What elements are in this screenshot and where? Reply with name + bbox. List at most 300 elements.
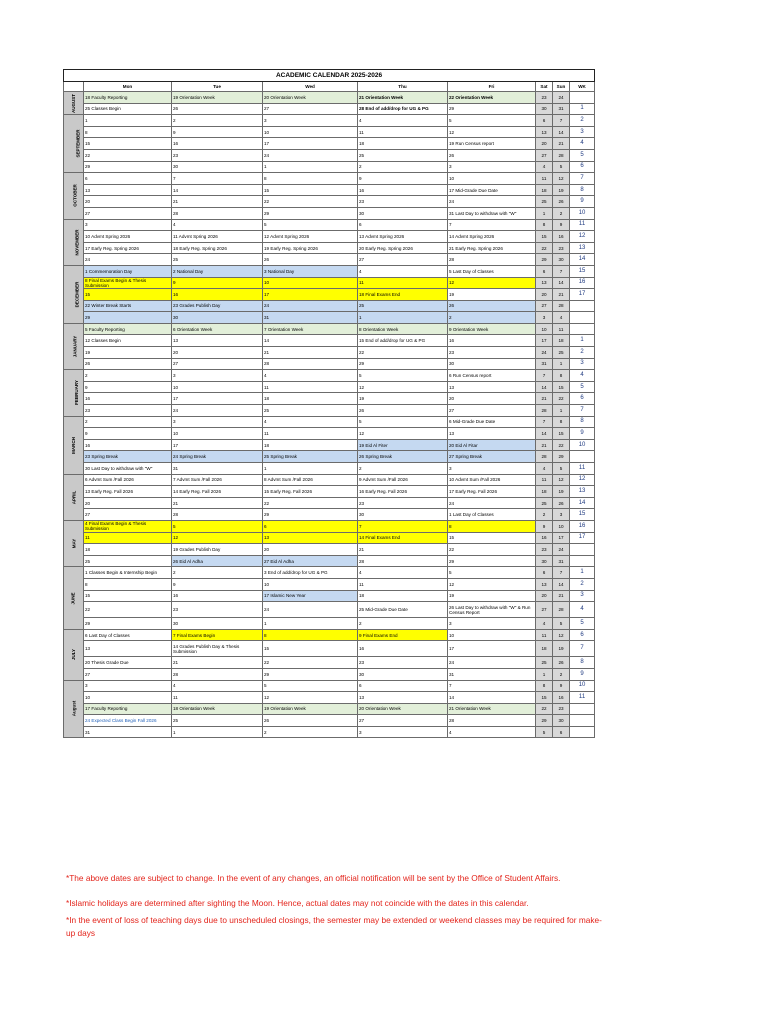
week-number: 7 bbox=[570, 405, 595, 417]
day-cell: 17 bbox=[263, 289, 358, 301]
day-cell: 22 bbox=[263, 657, 358, 669]
day-cell: 2 National Day bbox=[172, 265, 263, 277]
day-cell: 16 bbox=[84, 439, 172, 451]
day-cell: 21 bbox=[172, 196, 263, 208]
week-number: 4 bbox=[570, 602, 595, 618]
day-cell: 23 Grades Publish Day bbox=[172, 300, 263, 312]
day-cell: 4 bbox=[358, 115, 448, 127]
day-cell: 4 bbox=[263, 416, 358, 428]
day-cell: 23 bbox=[172, 602, 263, 618]
day-cell: 19 bbox=[358, 393, 448, 405]
day-cell: 14 Early Reg. Fall 2026 bbox=[172, 486, 263, 498]
weekend-day-cell: 9 bbox=[536, 520, 553, 532]
day-cell: 2 bbox=[172, 115, 263, 127]
day-cell: 15 End of add/drop for UG & PG bbox=[358, 335, 448, 347]
day-cell: 20 bbox=[84, 196, 172, 208]
day-cell: 21 bbox=[263, 347, 358, 359]
weekend-day-cell: 18 bbox=[536, 486, 553, 498]
weekend-day-cell: 26 bbox=[553, 657, 570, 669]
weekend-day-cell: 27 bbox=[536, 602, 553, 618]
calendar-week-row bbox=[64, 312, 595, 324]
header-month bbox=[64, 82, 84, 92]
weekend-day-cell: 25 bbox=[553, 347, 570, 359]
day-cell: 5 bbox=[448, 567, 536, 579]
day-cell: 23 bbox=[172, 149, 263, 161]
day-cell: 3 bbox=[358, 726, 448, 738]
weekend-day-cell: 31 bbox=[536, 358, 553, 370]
calendar-week-row bbox=[64, 405, 595, 417]
day-cell: 10 bbox=[263, 578, 358, 590]
week-number: 5 bbox=[570, 381, 595, 393]
day-cell: 16 bbox=[358, 641, 448, 657]
weekend-day-cell: 13 bbox=[536, 126, 553, 138]
day-cell: 5 bbox=[448, 115, 536, 127]
weekend-day-cell: 1 bbox=[553, 405, 570, 417]
day-cell: 10 bbox=[263, 126, 358, 138]
week-number: 11 bbox=[570, 219, 595, 231]
weekend-day-cell: 8 bbox=[536, 219, 553, 231]
calendar-week-row bbox=[64, 428, 595, 440]
day-cell: 17 bbox=[172, 439, 263, 451]
day-cell: 22 Orientation Week bbox=[448, 92, 536, 104]
weekend-day-cell: 23 bbox=[553, 703, 570, 715]
weekend-day-cell: 12 bbox=[553, 474, 570, 486]
day-cell: 13 bbox=[448, 381, 536, 393]
week-number bbox=[570, 703, 595, 715]
day-cell: 17 Faculty Reporting bbox=[84, 703, 172, 715]
weekend-day-cell: 31 bbox=[553, 555, 570, 567]
week-number: 10 bbox=[570, 439, 595, 451]
weekend-day-cell: 23 bbox=[553, 242, 570, 254]
day-cell: 1 bbox=[358, 312, 448, 324]
day-cell: 21 Orientation Week bbox=[358, 92, 448, 104]
weekend-day-cell: 6 bbox=[536, 567, 553, 579]
week-number: 1 bbox=[570, 335, 595, 347]
day-cell: 13 Advmt Spring 2026 bbox=[358, 231, 448, 243]
weekend-day-cell: 21 bbox=[536, 439, 553, 451]
weekend-day-cell: 21 bbox=[553, 590, 570, 602]
day-cell: 29 bbox=[263, 207, 358, 219]
calendar-week-row bbox=[64, 497, 595, 509]
day-cell: 27 bbox=[84, 509, 172, 521]
calendar-week-row bbox=[64, 219, 595, 231]
week-number: 10 bbox=[570, 207, 595, 219]
day-cell: 12 bbox=[358, 381, 448, 393]
week-number: 14 bbox=[570, 254, 595, 266]
day-cell: 7 bbox=[172, 173, 263, 185]
calendar-week-row bbox=[64, 474, 595, 486]
day-cell: 13 bbox=[263, 532, 358, 544]
weekend-day-cell: 15 bbox=[536, 231, 553, 243]
day-cell: 11 bbox=[358, 578, 448, 590]
week-number: 4 bbox=[570, 138, 595, 150]
month-label bbox=[64, 265, 84, 323]
weekend-day-cell: 9 bbox=[553, 219, 570, 231]
calendar-week-row bbox=[64, 358, 595, 370]
week-number bbox=[570, 300, 595, 312]
day-cell: 7 Final Exams Begin bbox=[172, 629, 263, 641]
week-number: 17 bbox=[570, 289, 595, 301]
day-cell: 4 bbox=[172, 680, 263, 692]
day-cell: 19 bbox=[84, 347, 172, 359]
day-cell: 27 bbox=[84, 207, 172, 219]
calendar-week-row bbox=[64, 451, 595, 463]
weekend-day-cell: 4 bbox=[536, 463, 553, 475]
weekend-day-cell: 11 bbox=[536, 629, 553, 641]
weekend-day-cell: 8 bbox=[536, 680, 553, 692]
day-cell: 14 Final Exams End bbox=[358, 532, 448, 544]
day-cell: 18 bbox=[263, 393, 358, 405]
day-cell: 8 Orientation Week bbox=[358, 323, 448, 335]
weekend-day-cell: 3 bbox=[536, 312, 553, 324]
day-cell: 6 bbox=[358, 680, 448, 692]
day-cell: 11 bbox=[172, 692, 263, 704]
week-number: 6 bbox=[570, 161, 595, 173]
week-number bbox=[570, 323, 595, 335]
weekend-day-cell: 19 bbox=[553, 184, 570, 196]
weekend-day-cell: 28 bbox=[536, 451, 553, 463]
day-cell: 17 Early Reg. Spring 2026 bbox=[84, 242, 172, 254]
day-cell: 2 bbox=[358, 618, 448, 630]
day-cell: 3 bbox=[84, 680, 172, 692]
day-cell: 15 bbox=[263, 184, 358, 196]
header-tue: Tue bbox=[172, 82, 263, 92]
day-cell: 28 End of add/drop for UG & PG bbox=[358, 103, 448, 115]
weekend-day-cell: 24 bbox=[553, 544, 570, 556]
month-label bbox=[64, 629, 84, 680]
weekend-day-cell: 19 bbox=[553, 486, 570, 498]
weekend-day-cell: 25 bbox=[536, 497, 553, 509]
weekend-day-cell: 7 bbox=[553, 265, 570, 277]
weekend-day-cell: 7 bbox=[536, 370, 553, 382]
weekend-day-cell: 28 bbox=[553, 149, 570, 161]
day-cell: 26 bbox=[84, 358, 172, 370]
day-cell: 29 bbox=[358, 358, 448, 370]
weekend-day-cell: 7 bbox=[536, 416, 553, 428]
week-number: 8 bbox=[570, 416, 595, 428]
day-cell: 25 Spring Break bbox=[263, 451, 358, 463]
day-cell: 11 bbox=[84, 532, 172, 544]
day-cell: 6 Last Day of Classes bbox=[84, 629, 172, 641]
day-cell: 3 National Day bbox=[263, 265, 358, 277]
day-cell: 10 bbox=[172, 428, 263, 440]
day-cell: 18 bbox=[84, 544, 172, 556]
day-cell: 24 bbox=[263, 149, 358, 161]
month-label bbox=[64, 370, 84, 416]
day-cell: 18 bbox=[358, 138, 448, 150]
day-cell: 6 bbox=[84, 173, 172, 185]
week-number: 11 bbox=[570, 463, 595, 475]
day-cell: 10 bbox=[172, 381, 263, 393]
weekend-day-cell: 14 bbox=[553, 126, 570, 138]
day-cell: 7 Orientation Week bbox=[263, 323, 358, 335]
day-cell: 23 Spring Break bbox=[84, 451, 172, 463]
day-cell: 29 bbox=[448, 103, 536, 115]
calendar-week-row bbox=[64, 532, 595, 544]
calendar-week-row bbox=[64, 161, 595, 173]
day-cell: 25 bbox=[358, 149, 448, 161]
day-cell: 23 bbox=[358, 497, 448, 509]
calendar-week-row bbox=[64, 323, 595, 335]
day-cell: 18 Faculty Reporting bbox=[84, 92, 172, 104]
day-cell: 15 bbox=[84, 590, 172, 602]
weekend-day-cell: 3 bbox=[553, 509, 570, 521]
weekend-day-cell: 24 bbox=[553, 92, 570, 104]
calendar-week-row bbox=[64, 277, 595, 289]
day-cell: 20 bbox=[84, 497, 172, 509]
weekend-day-cell: 5 bbox=[553, 618, 570, 630]
weekend-day-cell: 27 bbox=[536, 149, 553, 161]
weekend-day-cell: 18 bbox=[553, 335, 570, 347]
month-label bbox=[64, 173, 84, 219]
day-cell: 24 bbox=[84, 254, 172, 266]
day-cell: 2 bbox=[84, 370, 172, 382]
day-cell: 5 bbox=[263, 680, 358, 692]
weekend-day-cell: 14 bbox=[536, 428, 553, 440]
day-cell: 25 bbox=[84, 555, 172, 567]
day-cell: 9 Advmt Sum /Fall 2026 bbox=[358, 474, 448, 486]
day-cell: 9 bbox=[172, 277, 263, 289]
day-cell: 24 bbox=[448, 196, 536, 208]
calendar-week-row bbox=[64, 726, 595, 738]
day-cell: 10 bbox=[84, 692, 172, 704]
day-cell: 31 bbox=[263, 312, 358, 324]
day-cell: 20 bbox=[448, 393, 536, 405]
weekend-day-cell: 29 bbox=[536, 254, 553, 266]
day-cell: 31 Last Day to withdraw with "W" bbox=[448, 207, 536, 219]
day-cell: 13 bbox=[358, 692, 448, 704]
weekend-day-cell: 30 bbox=[553, 715, 570, 727]
weekend-day-cell: 16 bbox=[553, 692, 570, 704]
week-number bbox=[570, 312, 595, 324]
note-subject-to-change: *The above dates are subject to change. In the event of any changes, an official notification will be sent by the Office of Student Affairs. bbox=[66, 873, 561, 883]
day-cell: 20 Early Reg. Spring 2026 bbox=[358, 242, 448, 254]
day-cell: 23 bbox=[358, 657, 448, 669]
month-label bbox=[64, 520, 84, 566]
day-cell: 24 Expected Class Begin Fall 2026 bbox=[84, 715, 172, 727]
day-cell: 29 bbox=[263, 668, 358, 680]
week-number: 15 bbox=[570, 509, 595, 521]
day-cell: 30 bbox=[172, 161, 263, 173]
day-cell: 11 Advmt Spring 2026 bbox=[172, 231, 263, 243]
calendar-week-row bbox=[64, 184, 595, 196]
day-cell: 11 bbox=[263, 428, 358, 440]
day-cell: 10 Advmt Spring 2026 bbox=[84, 231, 172, 243]
weekend-day-cell: 6 bbox=[536, 115, 553, 127]
day-cell: 26 bbox=[263, 715, 358, 727]
day-cell: 19 Eid Al Fiter bbox=[358, 439, 448, 451]
day-cell: 15 bbox=[84, 138, 172, 150]
week-number: 13 bbox=[570, 486, 595, 498]
calendar-week-row bbox=[64, 393, 595, 405]
note-make-up-days: *In the event of loss of teaching days due to unscheduled closings, the semester may be extended or weekend classes may be required for make-up days bbox=[66, 915, 602, 938]
day-cell: 22 bbox=[448, 544, 536, 556]
day-cell: 8 Advmt Sum /Fall 2026 bbox=[263, 474, 358, 486]
calendar-week-row bbox=[64, 657, 595, 669]
week-number bbox=[570, 555, 595, 567]
day-cell: 28 bbox=[448, 254, 536, 266]
day-cell: 4 bbox=[358, 567, 448, 579]
header-sun: Sun bbox=[553, 82, 570, 92]
month-name: DECEMBER bbox=[74, 281, 80, 308]
weekend-day-cell: 5 bbox=[536, 726, 553, 738]
weekend-day-cell: 29 bbox=[553, 451, 570, 463]
weekend-day-cell: 25 bbox=[536, 657, 553, 669]
day-cell: 3 bbox=[448, 463, 536, 475]
day-cell: 27 bbox=[172, 358, 263, 370]
weekend-day-cell: 19 bbox=[553, 641, 570, 657]
calendar-week-row bbox=[64, 103, 595, 115]
weekend-day-cell: 8 bbox=[553, 370, 570, 382]
day-cell: 1 bbox=[263, 161, 358, 173]
week-number: 6 bbox=[570, 393, 595, 405]
day-cell: 3 End of add/drop for UG & PG bbox=[263, 567, 358, 579]
day-cell: 22 bbox=[358, 347, 448, 359]
day-cell: 14 Grades Publish Day & Thesis Submission bbox=[172, 641, 263, 657]
day-cell: 1 bbox=[84, 115, 172, 127]
day-cell: 28 bbox=[263, 358, 358, 370]
day-cell: 4 bbox=[358, 265, 448, 277]
day-cell: 26 bbox=[448, 149, 536, 161]
day-cell: 1 bbox=[263, 618, 358, 630]
day-cell: 5 bbox=[358, 370, 448, 382]
day-cell: 13 bbox=[84, 641, 172, 657]
day-cell: 1 bbox=[263, 463, 358, 475]
day-cell: 18 Early Reg. Spring 2026 bbox=[172, 242, 263, 254]
week-number: 10 bbox=[570, 680, 595, 692]
day-cell: 22 bbox=[84, 602, 172, 618]
day-cell: 10 bbox=[448, 173, 536, 185]
day-cell: 9 bbox=[172, 578, 263, 590]
month-name: JUNE bbox=[70, 592, 76, 605]
calendar-week-row bbox=[64, 629, 595, 641]
calendar-week-row bbox=[64, 520, 595, 532]
day-cell: 18 bbox=[358, 590, 448, 602]
day-cell: 29 bbox=[84, 161, 172, 173]
day-cell: 24 bbox=[263, 300, 358, 312]
calendar-week-row bbox=[64, 463, 595, 475]
day-cell: 13 Early Reg. Fall 2026 bbox=[84, 486, 172, 498]
day-cell: 20 Orientation Week bbox=[263, 92, 358, 104]
day-cell: 25 bbox=[263, 405, 358, 417]
calendar-week-row bbox=[64, 486, 595, 498]
weekend-day-cell: 22 bbox=[536, 703, 553, 715]
month-name: SEPTEMBER bbox=[75, 129, 81, 158]
calendar-week-row bbox=[64, 231, 595, 243]
month-label bbox=[64, 474, 84, 520]
day-cell: 17 bbox=[263, 138, 358, 150]
day-cell: 12 bbox=[448, 578, 536, 590]
day-cell: 18 Final Exams End bbox=[358, 289, 448, 301]
day-cell: 13 bbox=[448, 428, 536, 440]
week-number: 2 bbox=[570, 578, 595, 590]
day-cell: 30 bbox=[358, 207, 448, 219]
weekday-header-row bbox=[64, 82, 595, 92]
week-number: 12 bbox=[570, 474, 595, 486]
day-cell: 20 bbox=[172, 347, 263, 359]
calendar-week-row bbox=[64, 668, 595, 680]
calendar-week-row bbox=[64, 335, 595, 347]
weekend-day-cell: 22 bbox=[553, 439, 570, 451]
day-cell: 23 bbox=[358, 196, 448, 208]
day-cell: 20 bbox=[263, 544, 358, 556]
weekend-day-cell: 16 bbox=[553, 231, 570, 243]
weekend-day-cell: 11 bbox=[553, 323, 570, 335]
header-wed: Wed bbox=[263, 82, 358, 92]
day-cell: 27 bbox=[358, 254, 448, 266]
day-cell: 14 Advmt Spring 2026 bbox=[448, 231, 536, 243]
day-cell: 7 bbox=[358, 520, 448, 532]
weekend-day-cell: 10 bbox=[553, 520, 570, 532]
day-cell: 5 Last Day of Classes bbox=[448, 265, 536, 277]
week-number: 16 bbox=[570, 520, 595, 532]
day-cell: 14 bbox=[172, 184, 263, 196]
week-number: 9 bbox=[570, 668, 595, 680]
calendar-week-row bbox=[64, 126, 595, 138]
weekend-day-cell: 4 bbox=[536, 161, 553, 173]
week-number: 2 bbox=[570, 347, 595, 359]
header-fri: Fri bbox=[448, 82, 536, 92]
day-cell: 26 Last Day to withdraw with "W" & Run Census Report bbox=[448, 602, 536, 618]
day-cell: 6 Advmt Sum /Fall 2026 bbox=[84, 474, 172, 486]
day-cell: 9 bbox=[84, 381, 172, 393]
day-cell: 30 bbox=[358, 668, 448, 680]
day-cell: 9 bbox=[358, 173, 448, 185]
weekend-day-cell: 18 bbox=[536, 184, 553, 196]
day-cell: 17 Mid-Grade Due Date bbox=[448, 184, 536, 196]
day-cell: 29 bbox=[448, 555, 536, 567]
week-number: 12 bbox=[570, 231, 595, 243]
day-cell: 21 Early Reg. Spring 2026 bbox=[448, 242, 536, 254]
week-number: 1 bbox=[570, 567, 595, 579]
day-cell: 17 bbox=[448, 641, 536, 657]
day-cell: 19 Orientation Week bbox=[172, 92, 263, 104]
month-name: JULY bbox=[71, 649, 76, 661]
weekend-day-cell: 1 bbox=[536, 207, 553, 219]
day-cell: 31 bbox=[448, 668, 536, 680]
weekend-day-cell: 21 bbox=[553, 289, 570, 301]
day-cell: 19 Orientation Week bbox=[263, 703, 358, 715]
calendar-week-row bbox=[64, 715, 595, 727]
weekend-day-cell: 14 bbox=[536, 381, 553, 393]
day-cell: 27 bbox=[448, 405, 536, 417]
day-cell: 12 Classes Begin bbox=[84, 335, 172, 347]
day-cell: 9 Orientation Week bbox=[448, 323, 536, 335]
month-name: August bbox=[71, 701, 76, 717]
day-cell: 10 bbox=[263, 277, 358, 289]
weekend-day-cell: 1 bbox=[553, 358, 570, 370]
weekend-day-cell: 11 bbox=[536, 173, 553, 185]
day-cell: 30 bbox=[172, 618, 263, 630]
day-cell: 30 bbox=[172, 312, 263, 324]
calendar-week-row bbox=[64, 254, 595, 266]
week-number: 8 bbox=[570, 657, 595, 669]
day-cell: 10 bbox=[448, 629, 536, 641]
day-cell: 5 bbox=[172, 520, 263, 532]
header-week: WK bbox=[570, 82, 595, 92]
day-cell: 25 bbox=[358, 300, 448, 312]
day-cell: 30 Last Day to withdraw with "W" bbox=[84, 463, 172, 475]
day-cell: 6 Orientation Week bbox=[172, 323, 263, 335]
calendar-week-row bbox=[64, 416, 595, 428]
weekend-day-cell: 14 bbox=[553, 578, 570, 590]
weekend-day-cell: 28 bbox=[553, 300, 570, 312]
weekend-day-cell: 17 bbox=[536, 335, 553, 347]
month-name: AUGUST bbox=[71, 93, 76, 113]
month-name: NOVEMBER bbox=[74, 229, 80, 256]
day-cell: 1 bbox=[172, 726, 263, 738]
week-number: 4 bbox=[570, 370, 595, 382]
